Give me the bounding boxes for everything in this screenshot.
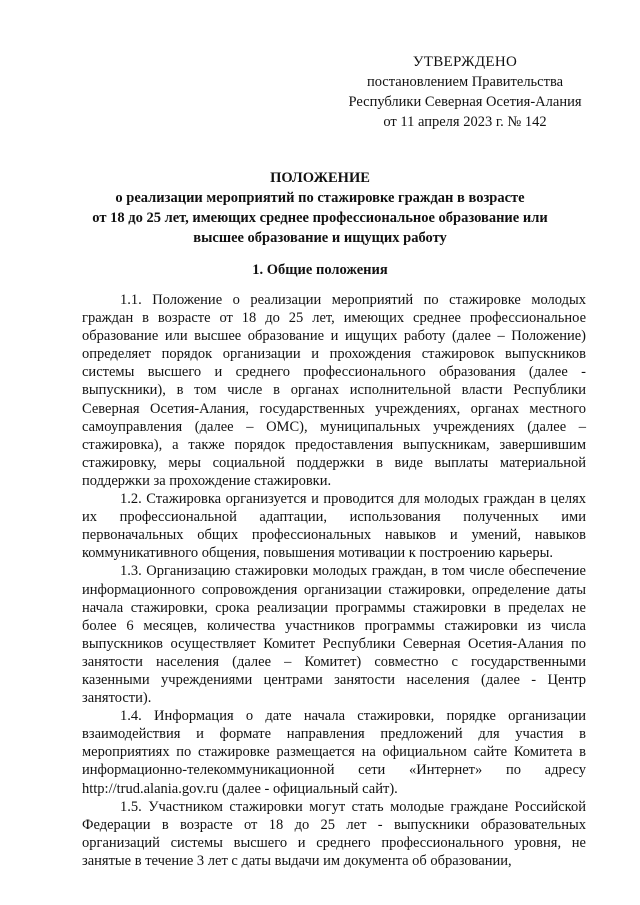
approval-line: Республики Северная Осетия-Алания xyxy=(348,94,582,110)
paragraph-1-1: 1.1. Положение о реализации мероприятий по стажировке молодых граждан в возрасте от 18 до 25 лет, имеющих среднее профессиональное образование или высшее образование и ищущих работу (далее – Положение) определяет порядок организации и прохождения стажировок выпускников системы высшего и среднего профессионального образования (далее - выпускники), в том числе в органах исполнительной власти Республики Северная Осетия-Алания, государственных учреждениях, органах местного самоуправления (далее – ОМС), муниципальных учреждениях (далее – стажировка), а также порядок предоставления выпускникам, завершившим стажировку, меры социальной поддержки в виде выплаты материальной поддержки за прохождение стажировки. xyxy=(82,292,586,489)
section-heading: 1. Общие положения xyxy=(252,262,388,278)
approval-block xyxy=(330,52,600,132)
paragraph-1-5: 1.5. Участником стажировки могут стать молодые граждане Российской Федерации в возрасте от 18 до 25 лет - выпускники образовательных организаций системы высшего и среднего профессионального уровня, не занятые в течение 3 лет с даты выдачи им документа об образовании, xyxy=(82,798,586,869)
title-line: от 18 до 25 лет, имеющих среднее профессиональное образование или xyxy=(92,210,548,226)
paragraph-1-3: 1.3. Организацию стажировки молодых граждан, в том числе обеспечение информационного сопровождения организации стажировки, определение даты начала стажировки, срока реализации программы стажировки в пределах не более 6 месяцев, количества участников программы стажировки из числа выпускников осуществляет Комитет Республики Северная Осетия-Алания по занятости населения (далее – Комитет) совместно с государственными казенными учреждениями центрами занятости населения (далее - Центр занятости). xyxy=(82,563,586,707)
document-title xyxy=(60,168,580,248)
title-line: высшее образование и ищущих работу xyxy=(193,230,447,246)
paragraph-1-4: 1.4. Информация о дате начала стажировки, порядке организации взаимодействия и формате направления предложений для участия в мероприятиях по стажировке размещается на официальном сайте Комитета в информационно-телекоммуникационной сети «Интернет» по адресу http://trud.alania.gov.ru (далее - официальный сайт). xyxy=(82,708,586,797)
title-line: о реализации мероприятий по стажировке граждан в возрасте xyxy=(115,190,525,206)
body-text xyxy=(82,291,586,870)
title-heading: ПОЛОЖЕНИЕ xyxy=(270,170,370,186)
approval-stamp: УТВЕРЖДЕНО xyxy=(412,54,518,70)
approval-date-line: от 11 апреля 2023 г. № 142 xyxy=(383,114,547,130)
paragraph-1-2: 1.2. Стажировка организуется и проводится для молодых граждан в целях их профессиональной адаптации, использования полученных ими первоначальных общих профессиональных навыков и умений, навыков коммуникативного общения, повышения мотивации к построению карьеры. xyxy=(82,491,586,562)
approval-line: постановлением Правительства xyxy=(366,74,564,90)
